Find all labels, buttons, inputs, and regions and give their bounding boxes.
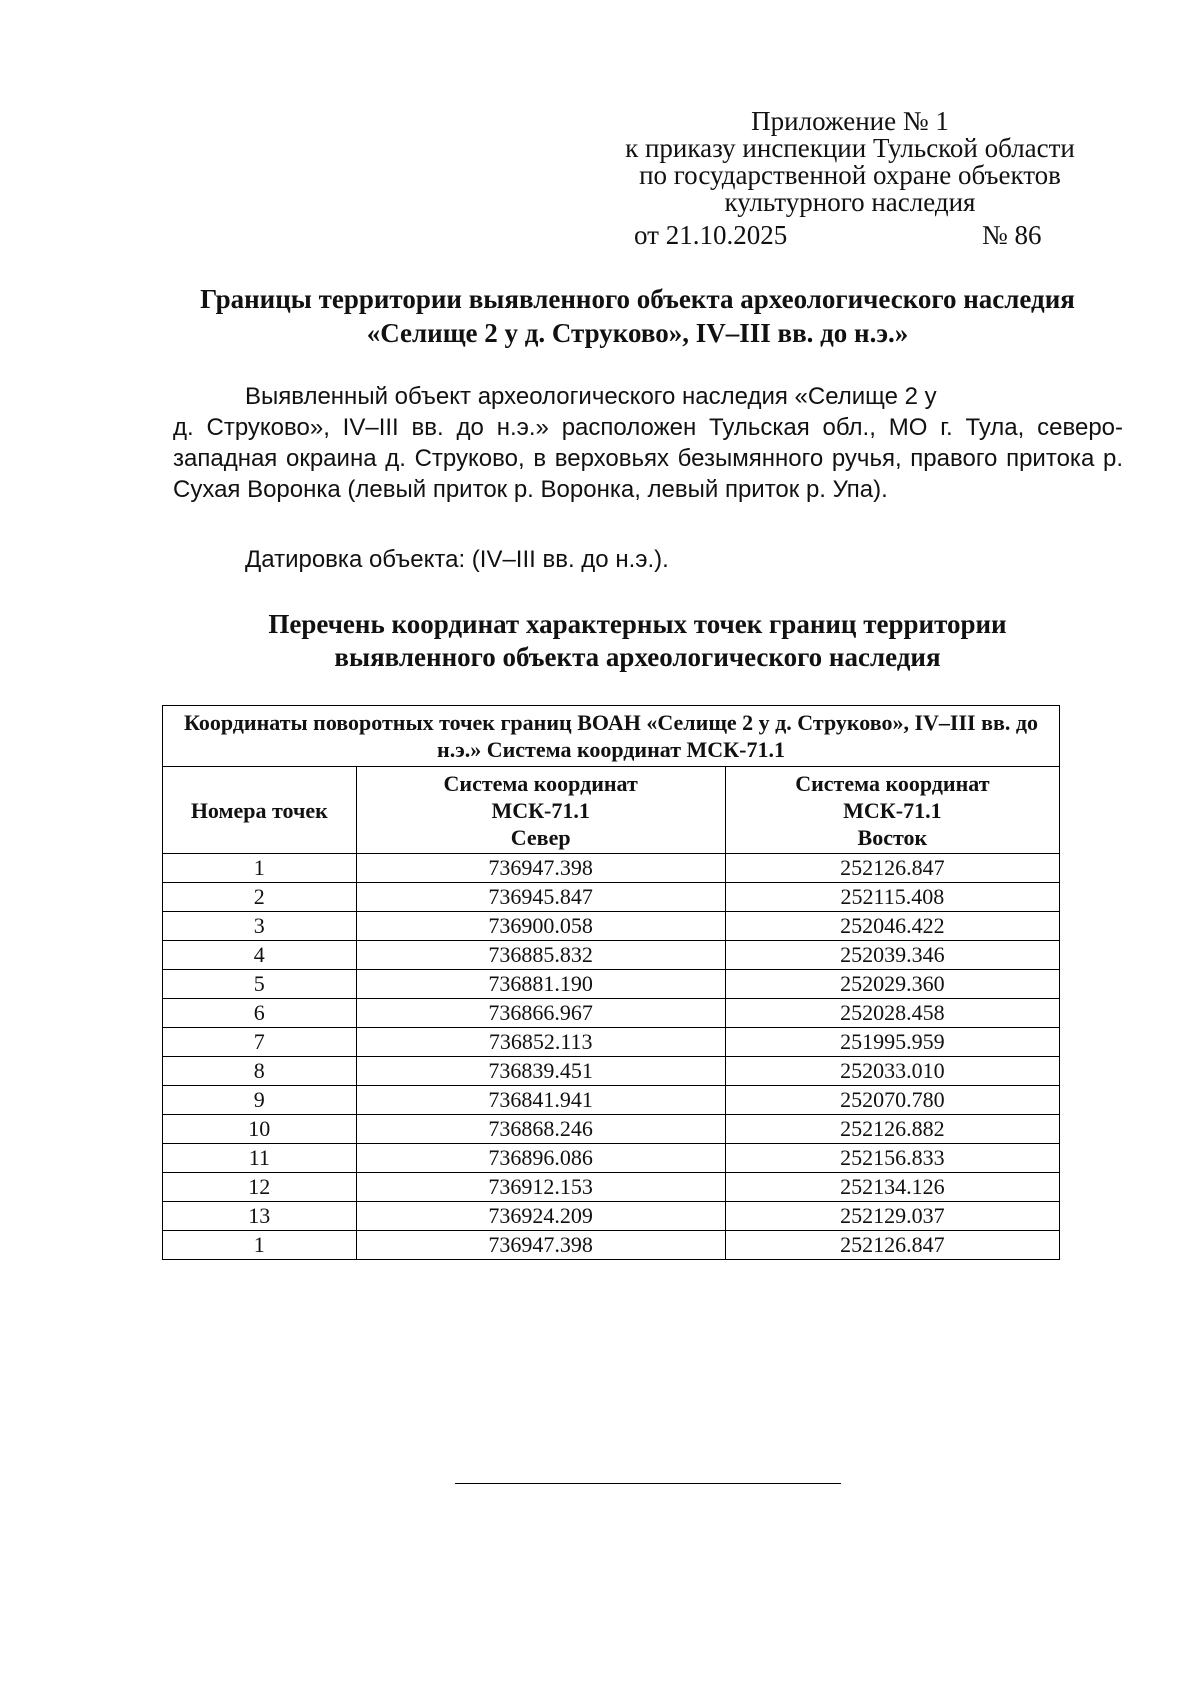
- east-coordinate-cell: 252033.010: [725, 1057, 1059, 1086]
- order-date: от 21.10.2025: [634, 220, 788, 250]
- table-row: [163, 1144, 1060, 1173]
- coordinates-table: [162, 705, 1060, 1260]
- table-row: [163, 1173, 1060, 1202]
- appendix-line: по государственной охране объектов: [639, 160, 1061, 190]
- north-coordinate-cell: 736900.058: [356, 912, 725, 941]
- table-row: [163, 1057, 1060, 1086]
- table-caption: Координаты поворотных точек границ ВОАН «Селище 2 у д. Струково», IV–III вв. до н.э.» Система координат МСК-71.1: [163, 706, 1060, 767]
- east-coordinate-cell: 252126.882: [725, 1115, 1059, 1144]
- column-header-north: [356, 767, 725, 854]
- east-coordinate-cell: 252126.847: [725, 854, 1059, 883]
- table-row: [163, 1115, 1060, 1144]
- point-number-cell: 11: [163, 1144, 357, 1173]
- point-number-cell: 1: [163, 854, 357, 883]
- list-title-line: Перечень координат характерных точек границ территории: [268, 609, 1007, 639]
- table-row: [163, 970, 1060, 999]
- east-coordinate-cell: 252039.346: [725, 941, 1059, 970]
- table-row: [163, 1202, 1060, 1231]
- east-coordinate-cell: 252134.126: [725, 1173, 1059, 1202]
- north-coordinate-cell: 736947.398: [356, 854, 725, 883]
- list-title-line: выявленного объекта археологического наследия: [334, 642, 941, 672]
- column-header-line: МСК-71.1: [491, 797, 590, 823]
- north-coordinate-cell: 736881.190: [356, 970, 725, 999]
- point-number-cell: 4: [163, 941, 357, 970]
- north-coordinate-cell: 736866.967: [356, 999, 725, 1028]
- north-coordinate-cell: 736839.451: [356, 1057, 725, 1086]
- east-coordinate-cell: 252028.458: [725, 999, 1059, 1028]
- north-coordinate-cell: 736947.398: [356, 1231, 725, 1260]
- east-coordinate-cell: 251995.959: [725, 1028, 1059, 1057]
- column-header-line: МСК-71.1: [843, 797, 942, 823]
- table-row: [163, 999, 1060, 1028]
- column-header-line: Система координат: [443, 770, 638, 796]
- paragraph-body: д. Струково», IV–III вв. до н.э.» расположен Тульская обл., МО г. Тула, северо-западная окраина д. Струково, в верховьях безымянного ручья, правого притока р. Сухая Воронка (левый приток р. Воронка, левый приток р. Упа).: [173, 414, 1123, 503]
- object-dating-paragraph: Датировка объекта: (IV–III вв. до н.э.).: [245, 546, 669, 573]
- column-header-line: Север: [510, 824, 571, 850]
- bottom-divider: [455, 1483, 841, 1484]
- column-header-east: [725, 767, 1059, 854]
- table-body: [163, 854, 1060, 1260]
- north-coordinate-cell: 736924.209: [356, 1202, 725, 1231]
- point-number-cell: 13: [163, 1202, 357, 1231]
- point-number-cell: 12: [163, 1173, 357, 1202]
- order-number: № 86: [982, 220, 1042, 250]
- table-row: [163, 883, 1060, 912]
- point-number-cell: 1: [163, 1231, 357, 1260]
- north-coordinate-cell: 736885.832: [356, 941, 725, 970]
- point-number-cell: 3: [163, 912, 357, 941]
- east-coordinate-cell: 252126.847: [725, 1231, 1059, 1260]
- north-coordinate-cell: 736912.153: [356, 1173, 725, 1202]
- column-header-line: Система координат: [795, 770, 990, 796]
- document-title: [150, 282, 1125, 350]
- east-coordinate-cell: 252070.780: [725, 1086, 1059, 1115]
- east-coordinate-cell: 252046.422: [725, 912, 1059, 941]
- table-row: [163, 912, 1060, 941]
- paragraph-first-line: Выявленный объект археологического наследия «Селище 2 у: [245, 383, 937, 410]
- appendix-header: [560, 108, 1140, 216]
- table-row: [163, 1028, 1060, 1057]
- north-coordinate-cell: 736868.246: [356, 1115, 725, 1144]
- appendix-line: к приказу инспекции Тульской области: [625, 133, 1075, 163]
- north-coordinate-cell: 736841.941: [356, 1086, 725, 1115]
- object-location-paragraph: [173, 381, 1123, 505]
- coordinates-list-title: [150, 608, 1125, 674]
- north-coordinate-cell: 736945.847: [356, 883, 725, 912]
- east-coordinate-cell: 252029.360: [725, 970, 1059, 999]
- east-coordinate-cell: 252156.833: [725, 1144, 1059, 1173]
- point-number-cell: 9: [163, 1086, 357, 1115]
- table-row: [163, 854, 1060, 883]
- appendix-line: Приложение № 1: [751, 106, 949, 136]
- table-row: [163, 941, 1060, 970]
- point-number-cell: 8: [163, 1057, 357, 1086]
- point-number-cell: 7: [163, 1028, 357, 1057]
- appendix-line: культурного наследия: [724, 187, 976, 217]
- table-row: [163, 1086, 1060, 1115]
- column-header-points: Номера точек: [163, 767, 357, 854]
- east-coordinate-cell: 252129.037: [725, 1202, 1059, 1231]
- point-number-cell: 6: [163, 999, 357, 1028]
- table-row: [163, 1231, 1060, 1260]
- north-coordinate-cell: 736852.113: [356, 1028, 725, 1057]
- east-coordinate-cell: 252115.408: [725, 883, 1059, 912]
- point-number-cell: 2: [163, 883, 357, 912]
- point-number-cell: 10: [163, 1115, 357, 1144]
- north-coordinate-cell: 736896.086: [356, 1144, 725, 1173]
- document-title-line: «Селище 2 у д. Струково», IV–III вв. до н.э.»: [366, 318, 909, 348]
- column-header-line: Восток: [857, 824, 928, 850]
- point-number-cell: 5: [163, 970, 357, 999]
- document-title-line: Границы территории выявленного объекта археологического наследия: [200, 284, 1075, 314]
